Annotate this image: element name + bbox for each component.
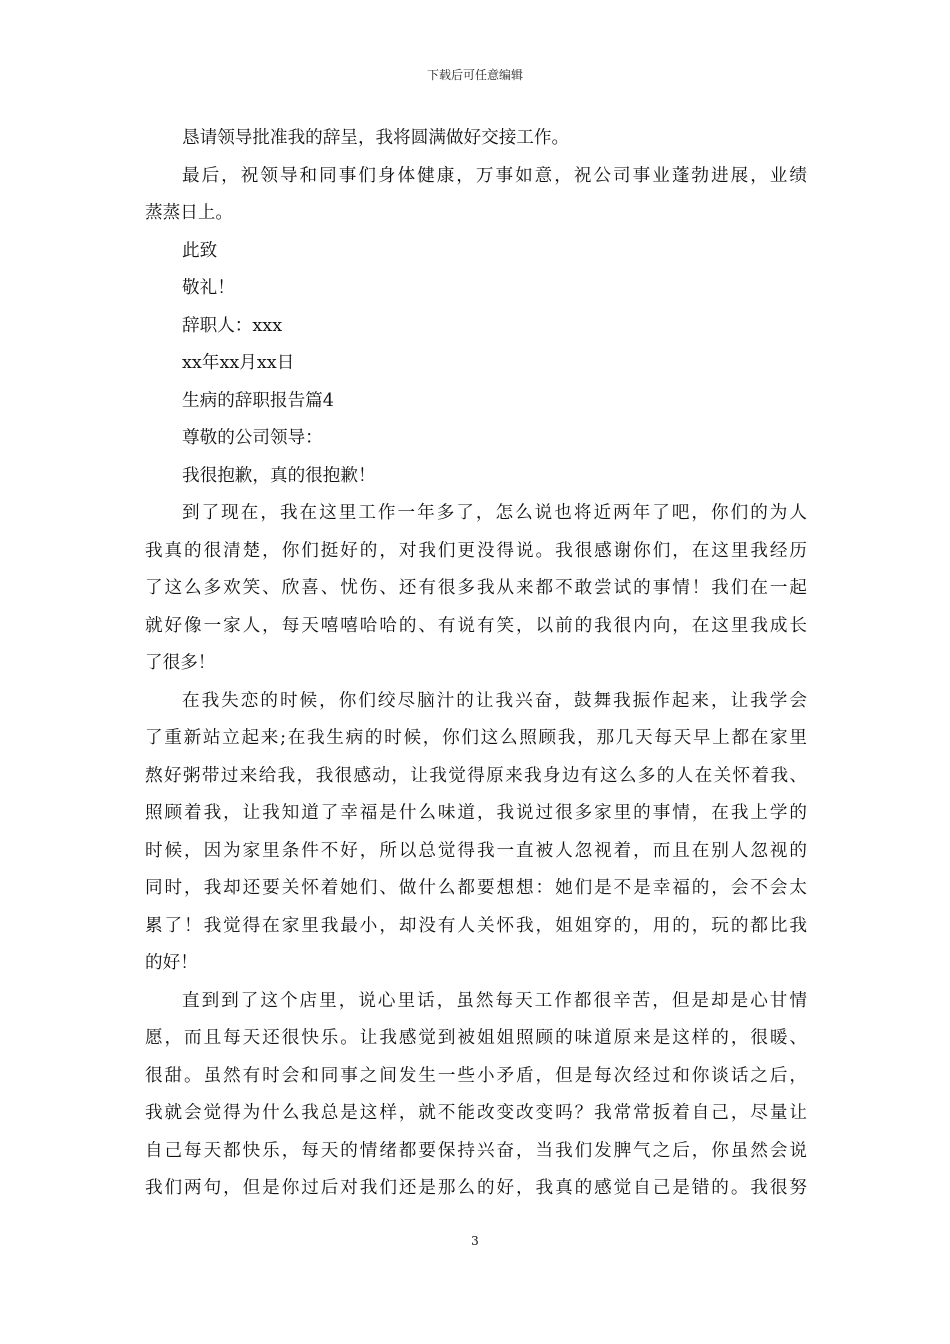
paragraph-line: 恳请领导批准我的辞呈，我将圆满做好交接工作。: [182, 128, 570, 148]
date-line: xx年xx月xx日: [182, 353, 295, 373]
paragraph-line: 到了现在，我在这里工作一年多了，怎么说也将近两年了吧，你们的为人: [182, 503, 807, 523]
signature-line: 辞职人：xxx: [182, 315, 283, 336]
paragraph-line: 同时，我却还要关怀着她们、做什么都要想想：她们是不是幸福的，会不会太: [145, 878, 807, 898]
page-header: 下载后可任意编辑: [426, 68, 523, 82]
paragraph-line: 最后，祝领导和同事们身体健康，万事如意，祝公司事业蓬勃进展，业绩: [182, 165, 807, 186]
paragraph-line: 累了！我觉得在家里我最小，却没有人关怀我，姐姐穿的，用的，玩的都比我: [145, 915, 807, 936]
paragraph-line: 时候，因为家里条件不好，所以总觉得我一直被人忽视着，而且在别人忽视的: [145, 840, 807, 861]
paragraph-line: 我们两句，但是你过后对我们还是那么的好，我真的感觉自己是错的。我很努: [145, 1178, 807, 1198]
paragraph-line: 了很多！: [145, 653, 216, 673]
paragraph-line: 照顾着我，让我知道了幸福是什么味道，我说过很多家里的事情，在我上学的: [145, 803, 807, 823]
paragraph-line: 了重新站立起来;在我生病的时候，你们这么照顾我，那几天每天早上都在家里: [145, 728, 807, 748]
closing-line: 此致: [182, 240, 218, 261]
paragraph-line: 熬好粥带过来给我，我很感动，让我觉得原来我身边有这么多的人在关怀着我、: [145, 765, 807, 786]
paragraph-line: 自己每天都快乐，每天的情绪都要保持兴奋，当我们发脾气之后，你虽然会说: [145, 1140, 807, 1161]
paragraph-line: 愿，而且每天还很快乐。让我感觉到被姐姐照顾的味道原来是这样的，很暖、: [145, 1028, 807, 1048]
paragraph-line: 我很抱歉，真的很抱歉！: [182, 465, 376, 486]
paragraph-line: 我就会觉得为什么我总是这样，就不能改变改变吗？我常常扳着自己，尽量让: [145, 1103, 807, 1123]
document-body: [145, 120, 807, 1208]
paragraph-line: 在我失恋的时候，你们绞尽脑汁的让我兴奋，鼓舞我振作起来，让我学会: [182, 690, 807, 711]
paragraph-line: 的好！: [145, 953, 198, 973]
closing-line: 敬礼！: [182, 278, 235, 298]
paragraph-line: 就好像一家人，每天嘻嘻哈哈的、有说有笑，以前的我很内向，在这里我成长: [145, 615, 807, 636]
paragraph-line: 很甜。虽然有时会和同事之间发生一些小矛盾，但是每次经过和你谈话之后，: [145, 1065, 807, 1086]
paragraph-line: 我真的很清楚，你们挺好的，对我们更没得说。我很感谢你们，在这里我经历: [145, 540, 807, 561]
salutation-line: 尊敬的公司领导：: [182, 428, 323, 448]
paragraph-line: 了这么多欢笑、欣喜、忧伤、还有很多我从来都不敢尝试的事情！我们在一起: [145, 578, 807, 598]
section-title: 生病的辞职报告篇4: [182, 390, 334, 411]
page-number: 3: [471, 1234, 479, 1248]
paragraph-line: 直到到了这个店里，说心里话，虽然每天工作都很辛苦，但是却是心甘情: [182, 990, 807, 1011]
paragraph-line: 蒸蒸日上。: [145, 203, 233, 223]
